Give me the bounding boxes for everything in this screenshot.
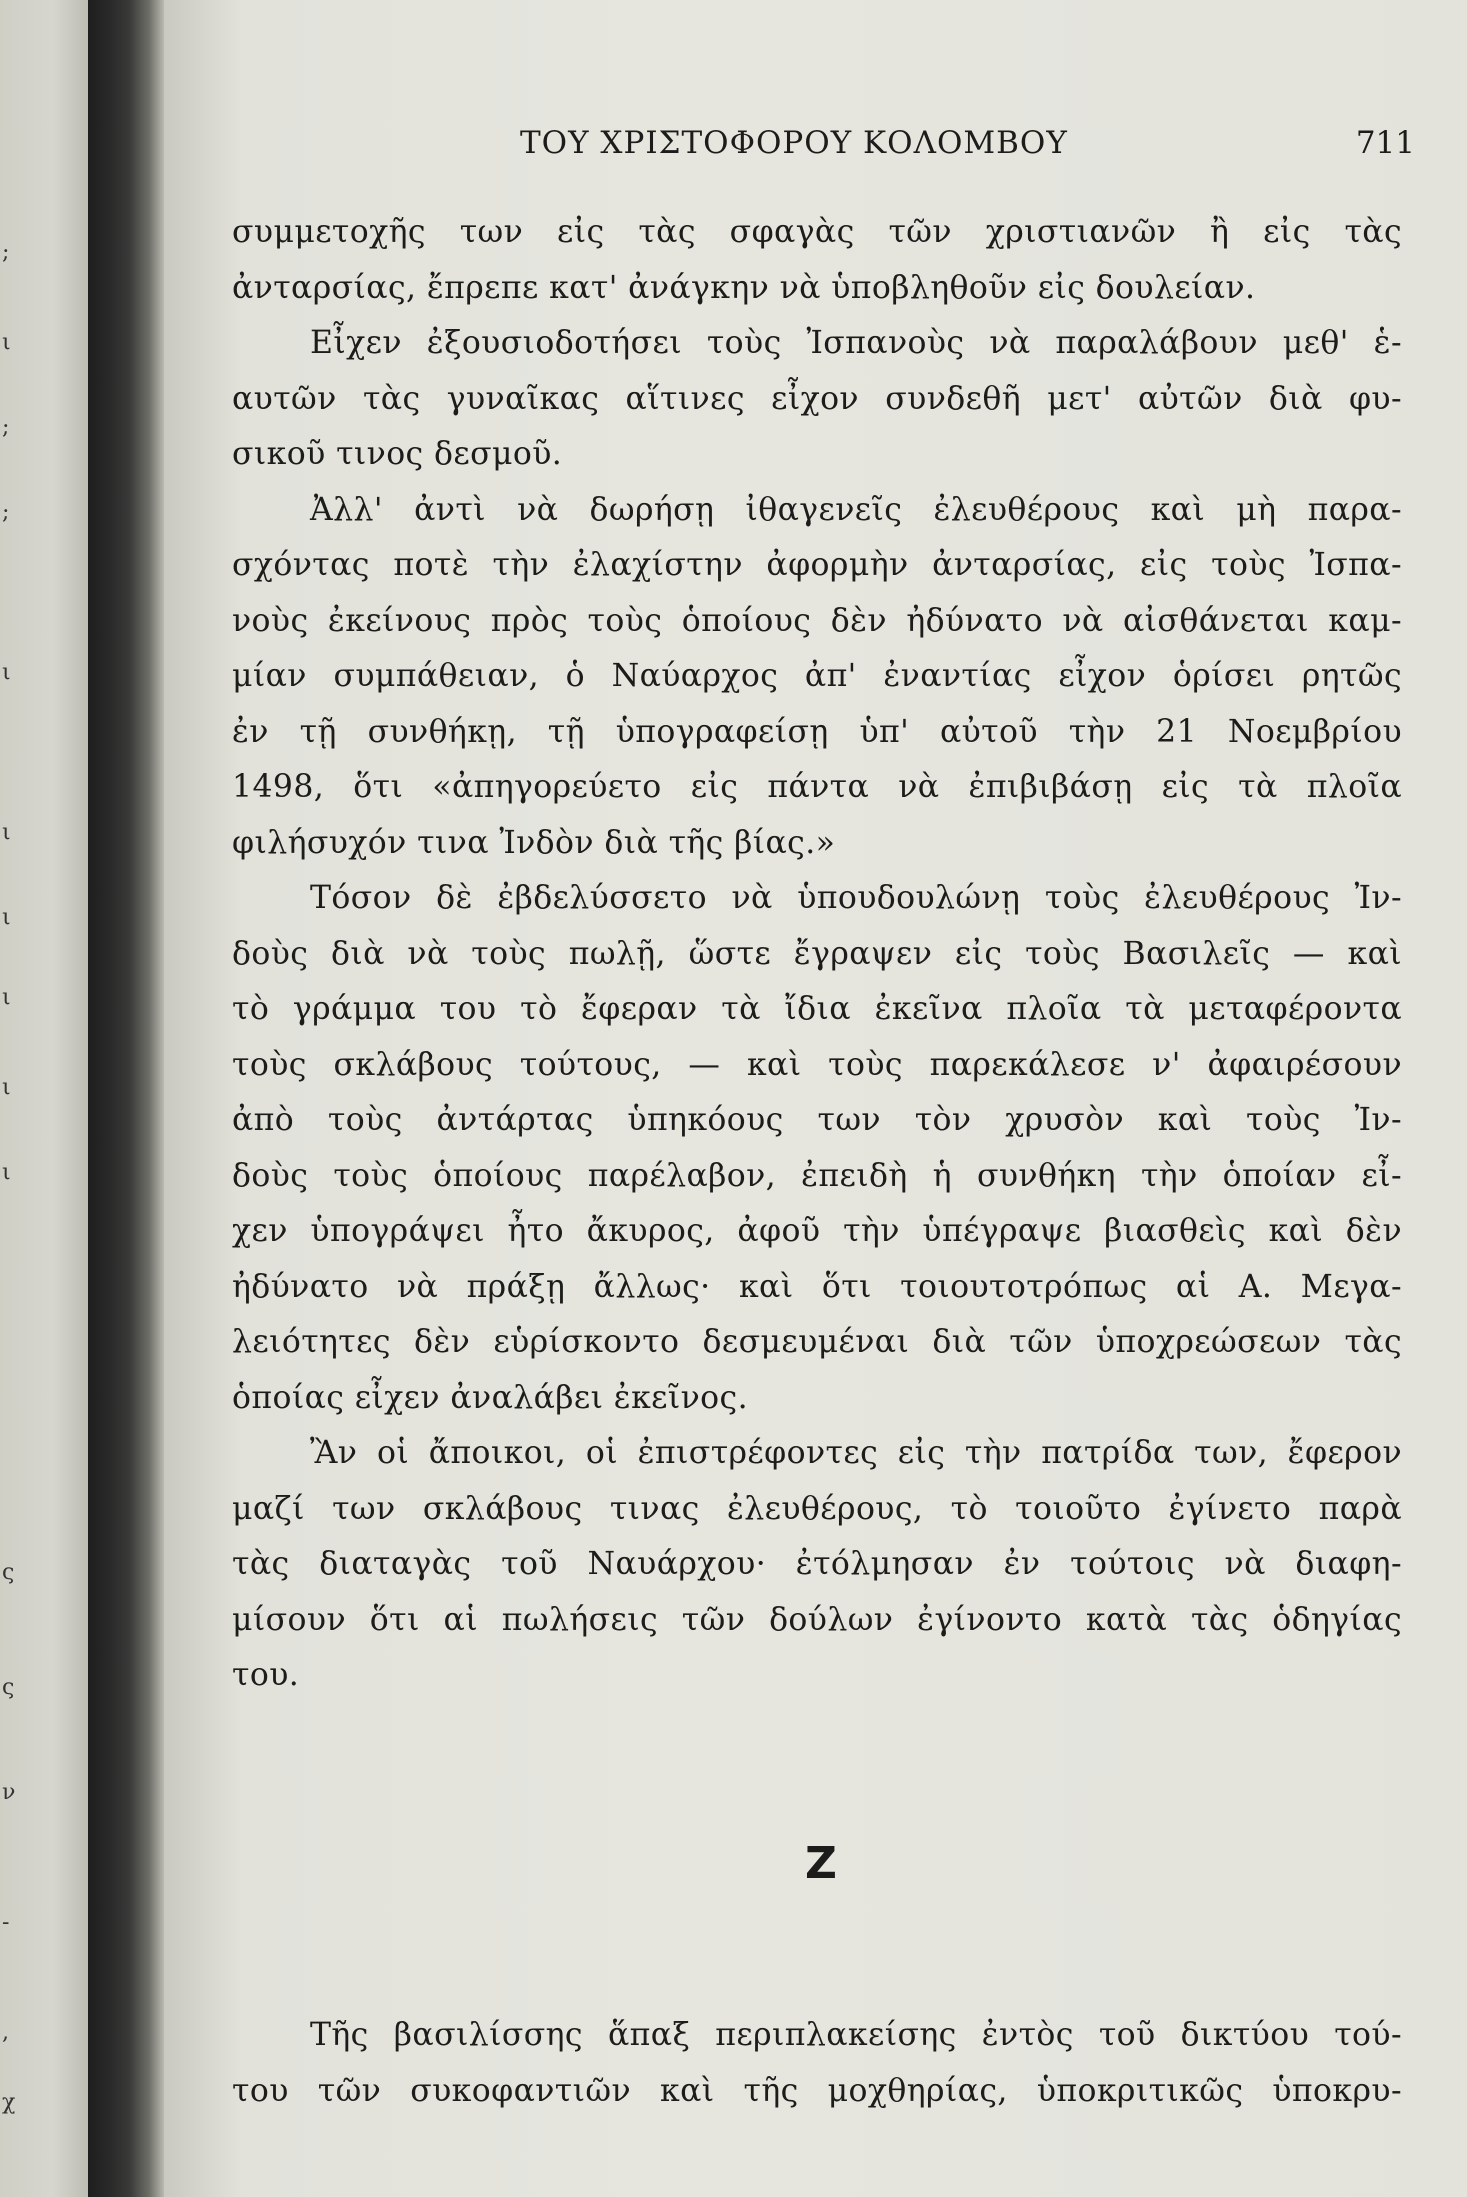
- text-line: Τῆς βασιλίσσης ἅπαξ περιπλακείσης ἐντὸς τοῦ δικτύου τού-: [310, 2017, 1402, 2053]
- text-line: ἀνταρσίας, ἔπρεπε κατ' ἀνάγκην νὰ ὑποβληθοῦν εἰς δουλείαν.: [232, 269, 1256, 306]
- text-line: ἐν τῇ συνθήκῃ, τῇ ὑπογραφείσῃ ὑπ' αὐτοῦ τὴν 21 Νοεμβρίου: [232, 713, 1402, 750]
- text-line: του.: [232, 1657, 300, 1693]
- edge-mark: χ: [2, 2090, 16, 2115]
- running-head: [355, 125, 1415, 165]
- text-line: μίσουν ὅτι αἱ πωλήσεις τῶν δούλων ἐγίνοντο κατὰ τὰς ὁδηγίας: [232, 1601, 1402, 1638]
- edge-mark: -: [2, 1910, 10, 1935]
- body-text: [232, 205, 1402, 1704]
- text-line: τὰς διαταγὰς τοῦ Ναυάρχου· ἐτόλμησαν ἐν τούτοις νὰ διαφη-: [232, 1546, 1402, 1582]
- previous-page-marks: [0, 0, 20, 2197]
- text-line: 1498, ὅτι «ἀπηγορεύετο εἰς πάντα νὰ ἐπιβιβάσῃ εἰς τὰ πλοῖα: [232, 769, 1402, 805]
- text-line: του τῶν συκοφαντιῶν καὶ τῆς μοχθηρίας, ὑποκριτικῶς ὑποκρυ-: [232, 2072, 1402, 2109]
- text-line: ὁποίας εἶχεν ἀναλάβει ἐκεῖνος.: [232, 1379, 748, 1416]
- edge-mark: ι: [2, 1075, 11, 1100]
- text-line: δοὺς τοὺς ὁποίους παρέλαβον, ἐπειδὴ ἡ συνθήκη τὴν ὁποίαν εἶ-: [232, 1157, 1402, 1194]
- edge-mark: ι: [2, 905, 11, 930]
- edge-mark: ς: [2, 1560, 15, 1585]
- text-line: λειότητες δὲν εὑρίσκοντο δεσμευμέναι διὰ τῶν ὑποχρεώσεων τὰς: [232, 1324, 1402, 1360]
- text-line: μίαν συμπάθειαν, ὁ Ναύαρχος ἀπ' ἐναντίας εἶχον ὁρίσει ρητῶς: [232, 658, 1402, 694]
- edge-mark: ι: [2, 985, 11, 1010]
- text-line: τοὺς σκλάβους τούτους, — καὶ τοὺς παρεκάλεσε ν' ἀφαιρέσουν: [232, 1046, 1402, 1083]
- edge-mark: ν: [2, 1780, 16, 1805]
- edge-mark: ι: [2, 820, 11, 845]
- paragraph: [232, 483, 1402, 872]
- edge-mark: ;: [2, 240, 10, 265]
- edge-mark: ι: [2, 330, 11, 355]
- text-line: χεν ὑπογράψει ἦτο ἄκυρος, ἀφοῦ τὴν ὑπέγραψε βιασθεὶς καὶ δὲν: [232, 1213, 1402, 1249]
- section-body-text: [232, 2008, 1402, 2119]
- running-head-title: ΤΟΥ ΧΡΙΣΤΟΦΟΡΟΥ ΚΟΛΟΜΒΟΥ: [520, 125, 1068, 161]
- text-line: σχόντας ποτὲ τὴν ἐλαχίστην ἀφορμὴν ἀνταρσίας, εἰς τοὺς Ἰσπα-: [232, 547, 1402, 583]
- paragraph: [232, 871, 1402, 1426]
- edge-mark: ι: [2, 660, 11, 685]
- text-line: Τόσον δὲ ἐβδελύσσετο νὰ ὑπουδουλώνῃ τοὺς ἐλευθέρους Ἰν-: [310, 880, 1402, 916]
- text-line: νοὺς ἐκείνους πρὸς τοὺς ὁποίους δὲν ἠδύνατο νὰ αἰσθάνεται καμ-: [232, 602, 1402, 639]
- text-line: Εἶχεν ἐξουσιοδοτήσει τοὺς Ἰσπανοὺς νὰ παραλάβουν μεθ' ἑ-: [310, 325, 1402, 361]
- text-line: αυτῶν τὰς γυναῖκας αἵτινες εἶχον συνδεθῆ μετ' αὐτῶν διὰ φυ-: [232, 380, 1402, 417]
- edge-mark: ι: [2, 1160, 11, 1185]
- section-heading: Ζ: [805, 1838, 837, 1889]
- text-line: συμμετοχῆς των εἰς τὰς σφαγὰς τῶν χριστιανῶν ἢ εἰς τὰς: [232, 214, 1402, 250]
- text-line: μαζί των σκλάβους τινας ἐλευθέρους, τὸ τοιοῦτο ἐγίνετο παρὰ: [232, 1490, 1402, 1527]
- book-gutter: [88, 0, 164, 2197]
- text-line: Ἂν οἱ ἄποικοι, οἱ ἐπιστρέφοντες εἰς τὴν πατρίδα των, ἔφερον: [310, 1435, 1402, 1471]
- paragraph: [232, 205, 1402, 316]
- edge-mark: ς: [2, 1675, 15, 1700]
- text-line: τὸ γράμμα του τὸ ἔφεραν τὰ ἴδια ἐκεῖνα πλοῖα τὰ μεταφέροντα: [232, 991, 1402, 1027]
- edge-mark: ;: [2, 415, 10, 440]
- paragraph: [232, 316, 1402, 483]
- edge-mark: ,: [2, 2020, 9, 2045]
- text-line: σικοῦ τινος δεσμοῦ.: [232, 436, 563, 472]
- text-line: ἀπὸ τοὺς ἀντάρτας ὑπηκόους των τὸν χρυσὸν καὶ τοὺς Ἰν-: [232, 1102, 1402, 1138]
- text-line: φιλήσυχόν τινα Ἰνδὸν διὰ τῆς βίας.»: [232, 824, 836, 861]
- edge-mark: ;: [2, 500, 10, 525]
- text-line: Ἀλλ' ἀντὶ νὰ δωρήσῃ ἰθαγενεῖς ἐλευθέρους καὶ μὴ παρα-: [310, 491, 1402, 528]
- text-line: ἠδύνατο νὰ πράξῃ ἄλλως· καὶ ὅτι τοιουτοτρόπως αἱ Α. Μεγα-: [232, 1268, 1402, 1305]
- text-line: δοὺς διὰ νὰ τοὺς πωλῇ, ὥστε ἔγραψεν εἰς τοὺς Βασιλεῖς — καὶ: [232, 935, 1402, 972]
- paragraph: [232, 1426, 1402, 1704]
- page-number: 711: [1355, 125, 1415, 161]
